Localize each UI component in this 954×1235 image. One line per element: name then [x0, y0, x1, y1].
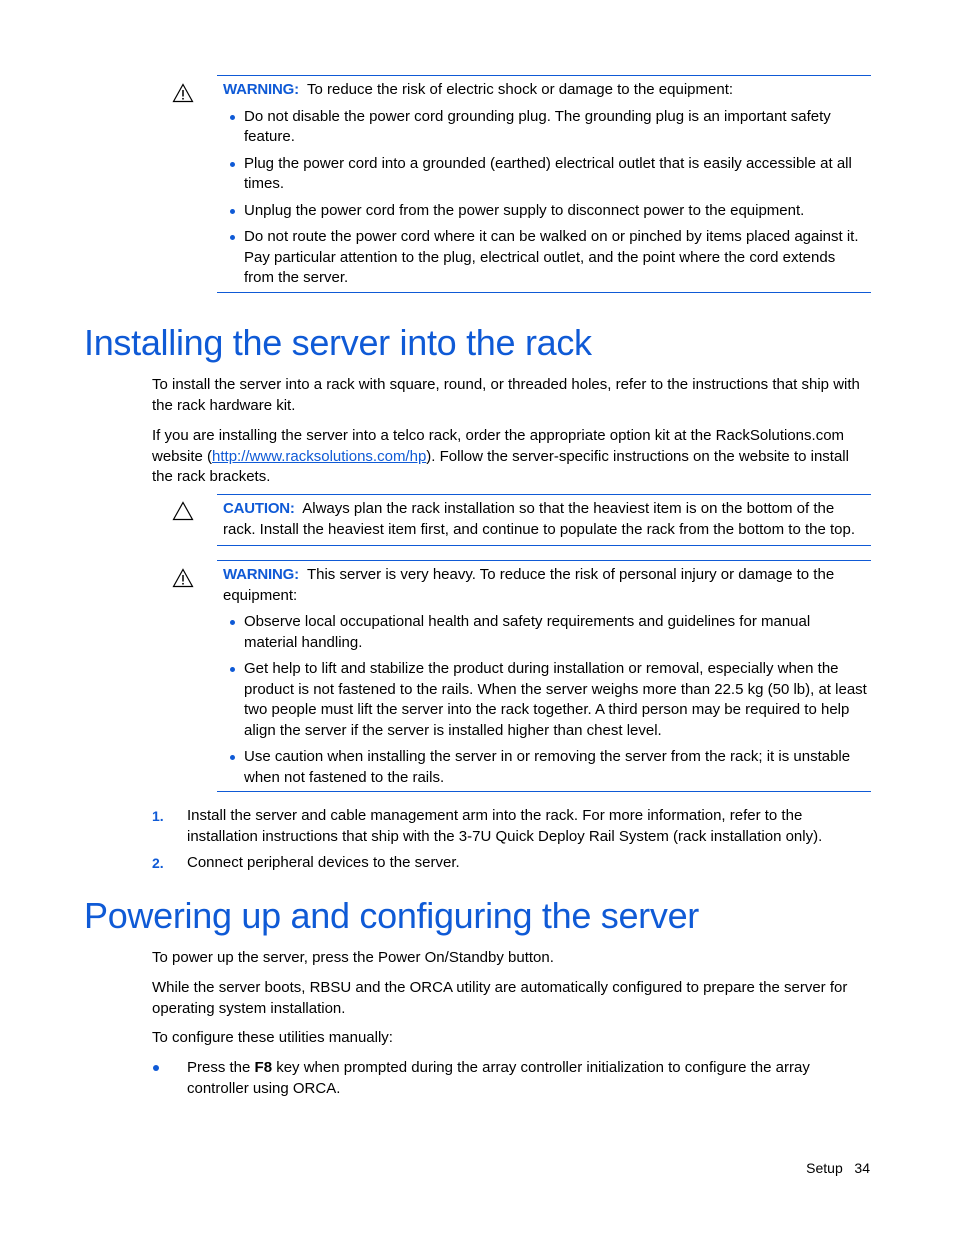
page-footer [806, 1158, 870, 1179]
footer-section: Setup [806, 1160, 843, 1176]
paragraph: To install the server into a rack with square, round, or threaded holes, refer to the instructions that ship with the rack hardware kit. [152, 376, 860, 414]
warning-list [223, 612, 867, 788]
section-heading: Powering up and configuring the server [84, 895, 699, 936]
list-item: Get help to lift and stabilize the product during installation or removal, especially when the product is not fastened to the rails. When the server weighs more than 22.5 kg (50 lb), at least two people must lift the server into the rack together. A third person may be required to help align the server if the server is installed higher than chest level. [223, 659, 867, 741]
caution-text: CAUTION: Always plan the rack installation so that the heaviest item is on the bottom of the rack. Install the heaviest item first, and continue to populate the rack from the bottom to the top. [223, 500, 856, 538]
warning-icon [172, 83, 194, 103]
paragraph: To power up the server, press the Power On/Standby button. [152, 949, 554, 966]
paragraph: To configure these utilities manually: [152, 1029, 393, 1046]
bullet-icon [153, 1065, 159, 1071]
warning-label: WARNING: [223, 81, 299, 98]
page-number: 34 [854, 1160, 870, 1176]
list-item: Observe local occupational health and safety requirements and guidelines for manual material handling. [223, 612, 867, 653]
list-item: Do not disable the power cord grounding plug. The grounding plug is an important safety feature. [223, 107, 867, 148]
racksolutions-link[interactable]: http://www.racksolutions.com/hp [212, 447, 427, 465]
bullet-text: Press the F8 key when prompted during the array controller initialization to configure the array controller using ORCA. [187, 1059, 810, 1097]
list-item: Use caution when installing the server in or removing the server from the rack; it is unstable when not fastened to the rails. [223, 747, 867, 788]
section-heading: Installing the server into the rack [84, 322, 592, 363]
list-item: Unplug the power cord from the power supply to disconnect power to the equipment. [223, 201, 867, 222]
warning-notice [217, 75, 871, 293]
warning-list [223, 107, 867, 289]
step-text: Connect peripheral devices to the server. [187, 854, 460, 871]
warning-intro: WARNING: To reduce the risk of electric shock or damage to the equipment: [223, 81, 734, 98]
list-item: Do not route the power cord where it can be walked on or pinched by items placed against it. Pay particular attention to the plug, electrical outlet, and the point where the cord extends from the server. [223, 227, 867, 289]
caution-notice [217, 494, 871, 546]
step-number: 2. [152, 855, 164, 871]
warning-label: WARNING: [223, 566, 299, 583]
step-number: 1. [152, 808, 164, 824]
paragraph: While the server boots, RBSU and the ORCA utility are automatically configured to prepare the server for operating system installation. [152, 979, 848, 1017]
warning-intro: WARNING: This server is very heavy. To reduce the risk of personal injury or damage to the equipment: [223, 566, 835, 604]
caution-icon [172, 501, 194, 521]
warning-notice [217, 560, 871, 792]
list-item: Plug the power cord into a grounded (earthed) electrical outlet that is easily accessible at all times. [223, 154, 867, 195]
caution-label: CAUTION: [223, 500, 295, 517]
paragraph: If you are installing the server into a telco rack, order the appropriate option kit at the RackSolutions.com website (http://www.racksolutions.com/hp). Follow the server-specific instructions on the website to install the rack brackets. [152, 427, 849, 485]
step-text: Install the server and cable management arm into the rack. For more information, refer to the installation instructions that ship with the 3-7U Quick Deploy Rail System (rack installation only). [187, 807, 823, 845]
key-name: F8 [254, 1059, 273, 1076]
warning-icon [172, 568, 194, 588]
